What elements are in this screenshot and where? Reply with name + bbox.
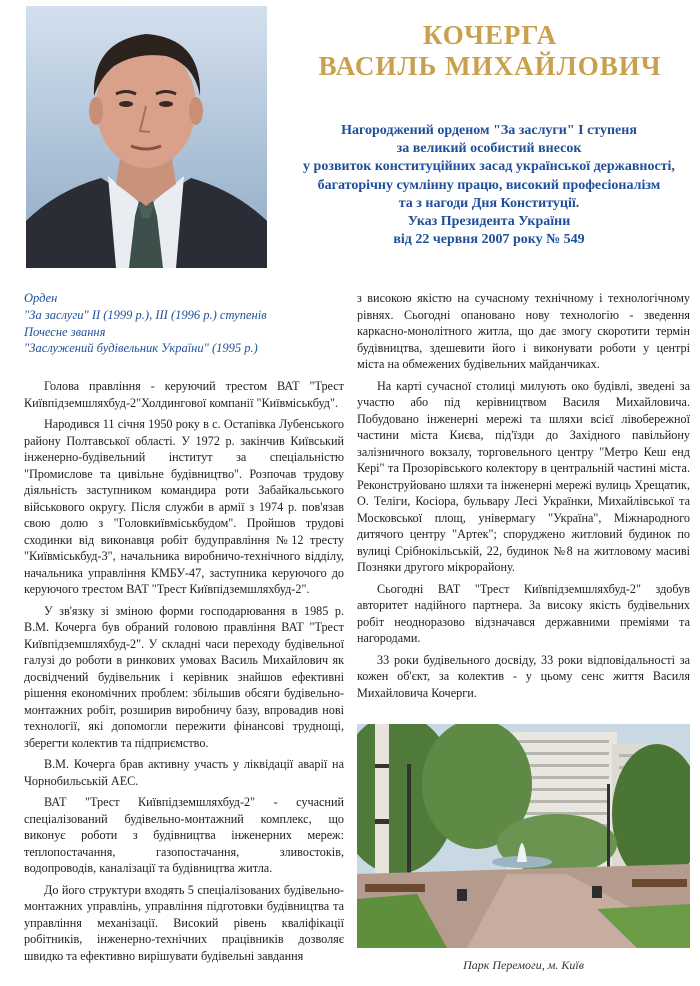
- award-line: та з нагоди Дня Конституції.: [398, 195, 580, 211]
- honors-line: Почесне звання: [24, 324, 106, 339]
- given-names: ВАСИЛЬ МИХАЙЛОВИЧ: [318, 51, 662, 81]
- award-line: від 22 червня 2007 року № 549: [393, 232, 585, 248]
- award-statement: [282, 122, 696, 249]
- paragraph: Сьогодні ВАТ "Трест Київпідземшляхбуд-2" здобув авторитет надійного партнера. За високу якість будівельних робіт неодноразово відзначався державними преміями та нагородами.: [357, 581, 690, 645]
- honors-list: [24, 290, 349, 357]
- award-line: Нагороджений орденом "За заслуги" I ступеня: [341, 123, 637, 138]
- paragraph: 33 роки будівельного досвіду, 33 роки відповідальності за кожен об'єкт, за колектив - у цьому сенс життя Василя Михайловича Кочерги.: [357, 652, 690, 700]
- paragraph: До його структури входять 5 спеціалізованих будівельно-монтажних управлінь, управління підготовки будівництва та управління механізації. Високий рівень кваліфікації робітників, інженерно-технічних працівників дозволяє швидко та ефективно вирішувати будівельні завдання: [24, 882, 344, 963]
- honors-line: Орден: [24, 291, 58, 305]
- paragraph: В.М. Кочерга брав активну участь у ліквідації аварії на Чорнобильській АЕС.: [24, 757, 344, 788]
- paragraph: Народився 11 січня 1950 року в с. Остапівка Лубенського району Полтавської області. У 1972 р. закінчив Київський інженерно-будівельний інститут за спеціальністю "Промислове та цивільне будівництво". Розпочав трудову діяльність заступником командира роти Забайкальського військового округу. Після служби в армії з 1974 р. пов'язав свою долю з "Головкиївміськбудом". Пройшов трудові сходинки від виконавця робіт будуправління №12 тресту "Київміськбуд-3", начальника виробничо-технічного відділу, начальника управління КМБУ-47, заступника керуючого до керуючого трестом ВАТ "Трест Київпідземшляхбуд-2".: [24, 417, 344, 596]
- paragraph: На карті сучасної столиці милують око будівлі, зведені за участю або під керівництвом Василя Михайловича. Побудовано інженерні мережі та шляхи всієї лівобережної частини міста Києва, під'їзди до Західного павільйону залізничного вокзалу, торговельного центру "Метро Кеш енд Кері" та Прозорівського колектору в центральній частині міста. Реконструйовано шляхи та інженерні мережі вулиць Хрещатик, О. Теліги, Косіора, бульвару Лесі Українки, Михайлівської та Московської площ, універмагу "Україна", Міжнародного дитячого центру "Артек"; споруджено житловий будинок по вулиці Срібнокільській, 22, будинок №8 на житловому масиві Позняки другого мікрорайону.: [357, 378, 690, 574]
- award-line: багаторічну сумлінну працю, високий професіоналізм: [317, 177, 661, 193]
- paragraph: У зв'язку зі зміною форми господарювання в 1985 р. В.М. Кочерга був обраний головою правління ВАТ "Трест Київпідземшляхбуд-2". У складні часи переходу будівельної галузі до роботи в ринкових умовах Василь Михайлович як досвідчений будівельник і керівник знайшов ефективні рішення економічних проблем: збільшив обсяги будівельно-монтажних робіт, розширив виробничу базу, впровадив нові технології, які допомогли пережити фінансові труднощі, зберегти колектив та підприємство.: [24, 603, 344, 750]
- paragraph: ВАТ "Трест Київпідземшляхбуд-2" - сучасний спеціалізований будівельно-монтажний комплекс, що виконує роботи з будівництва інженерних мереж: теплопостачання, газопостачання, зливостоків, водопроводів, каналізації та будівництва житла.: [24, 795, 344, 875]
- honors-line: "За заслуги" II (1999 р.), III (1996 р.) ступенів: [24, 307, 267, 322]
- award-line: Указ Президента України: [407, 214, 571, 230]
- paragraph-continuation: з високою якістю на сучасному технічному і технологічному рівнях. Сьогодні опановано нову технологію - зведення каркасно-монолітного житла, що дає змогу скоротити термін будівництва, здешевити його і виконувати роботи у центрі міста на обмежених будівельних майданчиках.: [357, 291, 690, 371]
- park-photo: [357, 724, 690, 948]
- right-column: [357, 290, 690, 706]
- award-line: у розвиток конституційних засад української державності,: [303, 159, 675, 175]
- person-name: [290, 20, 690, 82]
- honors-line: "Заслужений будівельник України" (1995 р.): [24, 341, 258, 356]
- paragraph: Голова правління - керуючий трестом ВАТ "Трест Київпідземшляхбуд-2"Холдингової компанії "Київміськбуд".: [24, 379, 344, 410]
- left-column: [24, 378, 344, 969]
- portrait-photo: [26, 6, 267, 268]
- surname: КОЧЕРГА: [422, 20, 558, 50]
- photo-caption: Парк Перемоги, м. Київ: [463, 958, 584, 972]
- award-line: за великий особистий внесок: [396, 141, 582, 157]
